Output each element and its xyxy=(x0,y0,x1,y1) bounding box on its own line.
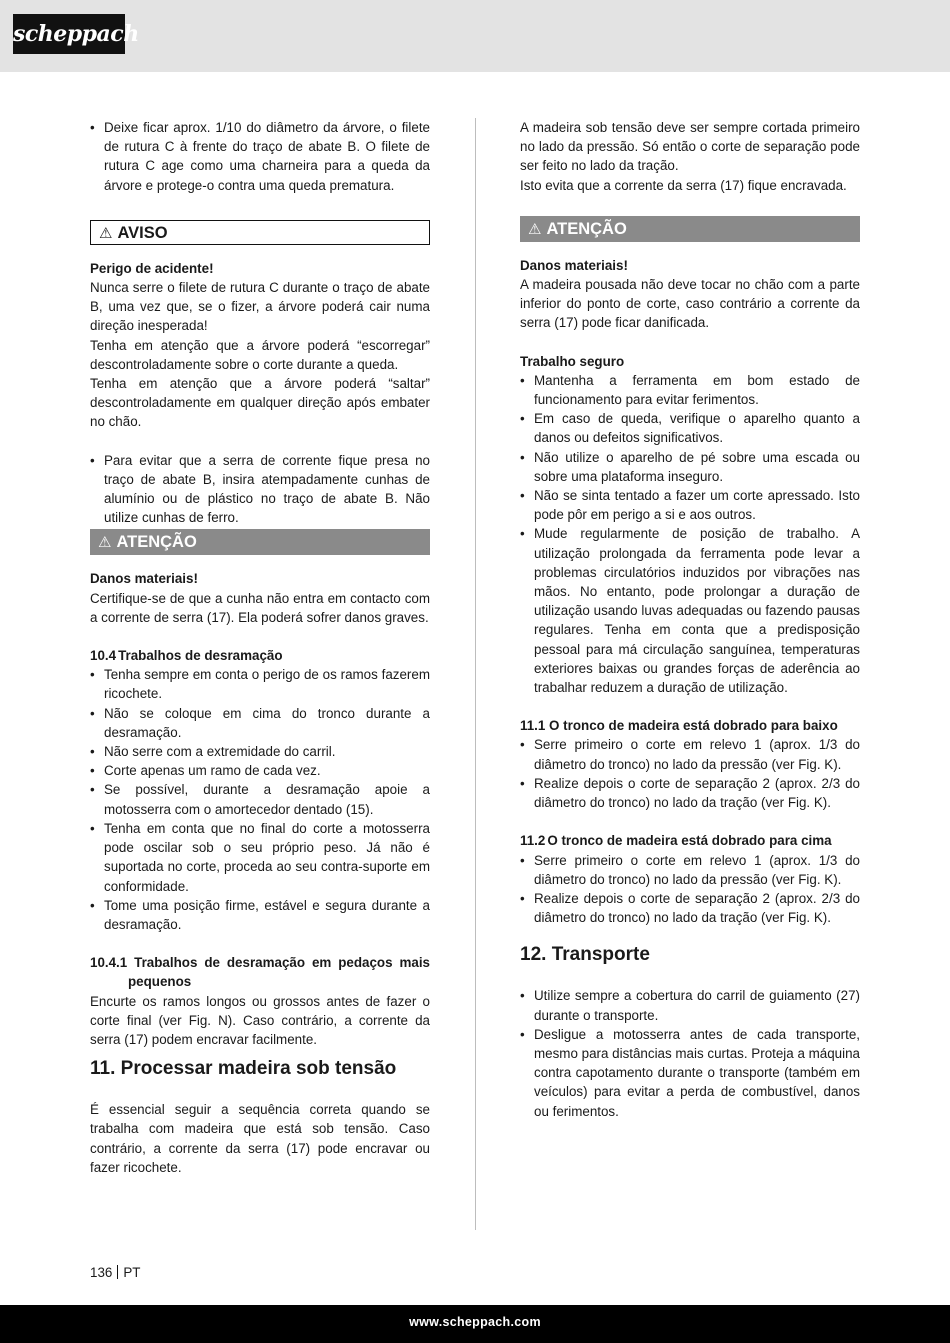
separator xyxy=(117,1265,118,1279)
left-column xyxy=(90,118,430,1177)
transport-list xyxy=(520,986,860,1120)
attention-box xyxy=(520,216,860,242)
page-number: 136 xyxy=(90,1265,113,1280)
list-item: • Se possível, durante a desramação apoie a motosserra com o amortecedor dentado (15). xyxy=(90,780,430,818)
bent-down-list xyxy=(520,735,860,812)
list-item: • Deixe ficar aprox. 1/10 do diâmetro da árvore, o filete de rutura C à frente do traço de abate B. O filete de rutura C age como uma charneira para a queda da árvore e protege-o contra uma queda prematura. xyxy=(90,118,430,195)
list-item: • Serre primeiro o corte em relevo 1 (aprox. 1/3 do diâmetro do tronco) no lado da pressão (ver Fig. K). xyxy=(520,851,860,889)
section-heading-10-4-1: 10.4.1 Trabalhos de desramação em pedaços mais pequenos xyxy=(90,955,430,990)
warning-paragraph: Tenha em atenção que a árvore poderá “saltar” descontroladamente em qualquer direção após embater no chão. xyxy=(90,376,430,430)
list-item: • Em caso de queda, verifique o aparelho quanto a danos ou defeitos significativos. xyxy=(520,409,860,447)
list-item: • Utilize sempre a cobertura do carril de guiamento (27) durante o transporte. xyxy=(520,986,860,1024)
list-item: • Corte apenas um ramo de cada vez. xyxy=(90,761,430,780)
attention-label: ATENÇÃO xyxy=(546,219,627,238)
delimbing-list xyxy=(90,665,430,934)
attention-text: A madeira pousada não deve tocar no chão com a parte inferior do ponto de corte, caso contrário a corrente da serra (17) pode ficar danificada. xyxy=(520,277,860,331)
attention-title: Danos materiais! xyxy=(520,257,628,273)
intro-list xyxy=(90,118,430,195)
warning-triangle-icon: ⚠ xyxy=(528,219,542,238)
intro-paragraph: Isto evita que a corrente da serra (17) fique encravada. xyxy=(520,177,847,193)
column-divider xyxy=(475,118,476,1230)
section-heading-11-1: 11.1 O tronco de madeira está dobrado para baixo xyxy=(520,718,838,734)
list-item: • Serre primeiro o corte em relevo 1 (aprox. 1/3 do diâmetro do tronco) no lado da pressão (ver Fig. K). xyxy=(520,735,860,773)
list-item: • Não serre com a extremidade do carril. xyxy=(90,742,430,761)
list-item: • Tenha sempre em conta o perigo de os ramos fazerem ricochete. xyxy=(90,665,430,703)
right-column xyxy=(520,118,860,1121)
wedge-list xyxy=(90,451,430,528)
language-code: PT xyxy=(123,1265,141,1280)
section-heading-10-4: 10.4 Trabalhos de desramação xyxy=(90,648,283,664)
section-text: Encurte os ramos longos ou grossos antes de fazer o corte final (ver Fig. N). Caso contrário, a corrente da serra (17) podem encravar facilmente. xyxy=(90,993,430,1047)
list-item: • Não utilize o aparelho de pé sobre uma escada ou sobre uma plataforma inseguro. xyxy=(520,448,860,486)
list-item: • Realize depois o corte de separação 2 (aprox. 2/3 do diâmetro do tronco) no lado da tração (ver Fig. K). xyxy=(520,889,860,927)
brand-logo: scheppach xyxy=(13,14,125,54)
attention-text: Certifique-se de que a cunha não entra em contacto com a corrente de serra (17). Ela poderá sofrer danos graves. xyxy=(90,590,430,625)
safe-work-list xyxy=(520,371,860,697)
list-item: • Tome uma posição firme, estável e segura durante a desramação. xyxy=(90,896,430,934)
section-heading-12: 12. Transporte xyxy=(520,944,650,966)
section-text: É essencial seguir a sequência correta quando se trabalha com madeira que está sob tensão. Caso contrário, a corrente da serra (17) pode encravar ou fazer ricochete. xyxy=(90,1102,430,1175)
section-heading-11-2: 11.2 O tronco de madeira está dobrado para cima xyxy=(520,833,832,849)
page-header xyxy=(0,0,950,72)
warning-paragraph: Tenha em atenção que a árvore poderá “escorregar” descontroladamente sobre o corte durante a queda. xyxy=(90,337,430,372)
list-item: • Realize depois o corte de separação 2 (aprox. 2/3 do diâmetro do tronco) no lado da tração (ver Fig. K). xyxy=(520,774,860,812)
page-footer-label xyxy=(90,1265,140,1280)
intro-paragraph: A madeira sob tensão deve ser sempre cortada primeiro no lado da pressão. Só então o corte de separação pode ser feito no lado da tração. xyxy=(520,120,860,174)
section-heading-11: 11. Processar madeira sob tensão xyxy=(90,1058,397,1080)
bent-up-list xyxy=(520,851,860,928)
warning-label: AVISO xyxy=(117,223,168,242)
list-item: • Tenha em conta que no final do corte a motosserra pode oscilar sob o seu próprio peso. Já não é suportada no corte, proceda ao seu contra-suporte em conformidade. xyxy=(90,819,430,896)
list-item: • Não se coloque em cima do tronco durante a desramação. xyxy=(90,704,430,742)
website-link[interactable]: www.scheppach.com xyxy=(409,1315,541,1329)
attention-box xyxy=(90,529,430,555)
warning-triangle-icon: ⚠ xyxy=(99,223,113,242)
attention-title: Danos materiais! xyxy=(90,571,198,587)
list-item: • Desligue a motosserra antes de cada transporte, mesmo para distâncias mais curtas. Proteja a máquina contra capotamento durante o transporte (também em veículos) para evitar a perda de combustível, danos ou ferimentos. xyxy=(520,1025,860,1121)
attention-label: ATENÇÃO xyxy=(116,533,197,552)
warning-title: Perigo de acidente! xyxy=(90,260,214,276)
warning-box xyxy=(90,220,430,245)
safe-work-title: Trabalho seguro xyxy=(520,353,625,369)
list-item: • Mantenha a ferramenta em bom estado de funcionamento para evitar ferimentos. xyxy=(520,371,860,409)
list-item: • Para evitar que a serra de corrente fique presa no traço de abate B, insira atempadamente cunhas de alumínio ou de plástico no traço de abate B. Não utilize cunhas de ferro. xyxy=(90,451,430,528)
footer-bar xyxy=(0,1305,950,1343)
warning-paragraph: Nunca serre o filete de rutura C durante o traço de abate B, uma vez que, se o fizer, a árvore poderá cair numa direção inesperada! xyxy=(90,280,430,334)
list-item: • Mude regularmente de posição de trabalho. A utilização prolongada da ferramenta pode levar a problemas circulatórios induzidos por vibrações nas mãos. No entanto, pode prolongar a duração de utilização usando luvas adequadas ou fazendo pausas regulares. Tenha em conta que a predisposição pessoal para má circulação sanguínea, temperaturas exteriores baixas ou grandes forças de aderência ao trabalhar reduzem a duração de utilização. xyxy=(520,524,860,697)
list-item: • Não se sinta tentado a fazer um corte apressado. Isto pode pôr em perigo a si e aos outros. xyxy=(520,486,860,524)
warning-triangle-icon: ⚠ xyxy=(98,533,112,552)
